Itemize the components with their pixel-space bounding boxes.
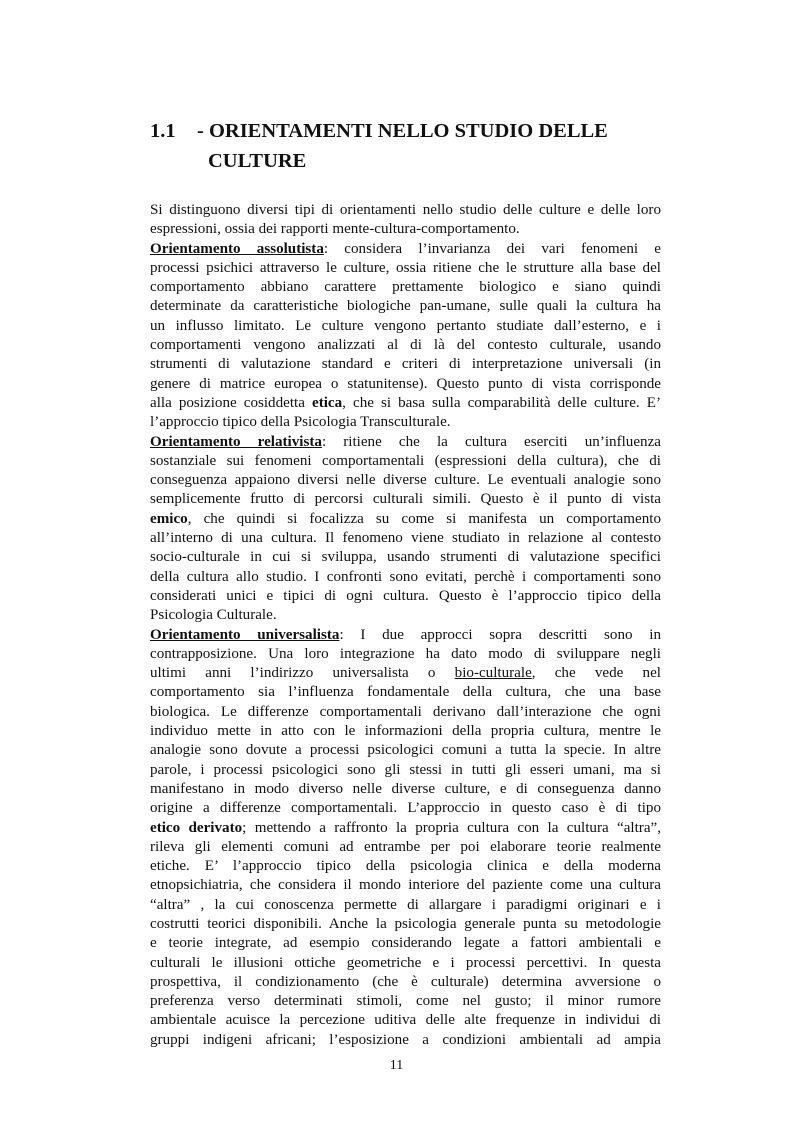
text-line <box>150 819 661 838</box>
text-line: culturali le illusioni ottiche geometriche e i processi percettivi. In questa <box>150 954 661 971</box>
text-line: etnopsichiatria, che considera il mondo interiore del paziente come una cultura <box>150 877 661 894</box>
text-line: parole, i processi psicologici sono gli stessi in tutti gli esseri umani, ma si <box>150 761 661 778</box>
text-line: comportamento abbiano carattere prettamente biologico e siano quindi <box>150 279 661 296</box>
term-assolutista: Orientamento assolutista <box>150 240 324 257</box>
text-line: preferenza verso determinati stimoli, come nel gusto; il minor rumore <box>150 993 661 1010</box>
text-line: l’approccio tipico della Psicologia Transculturale. <box>150 414 451 431</box>
term-etica: etica <box>312 394 343 411</box>
text-line: socio-culturale in cui si sviluppa, usando strumenti di valutazione specifici <box>150 549 661 566</box>
text-fragment: alla posizione cosiddetta <box>150 394 312 411</box>
text-line: espressioni, ossia dei rapporti mente-cultura-comportamento. <box>150 221 520 238</box>
text-line: etiche. E’ l’approccio tipico della psicologia clinica e della moderna <box>150 858 661 875</box>
page-number: 11 <box>389 1058 404 1073</box>
text-line: ambientale acuisce la percezione uditiva delle alte frequenze in individui di <box>150 1012 661 1029</box>
text-line: gruppi indigeni africani; l’esposizione a condizioni ambientali ad ampia <box>150 1031 661 1048</box>
text-line: all’interno di una cultura. Il fenomeno viene studiato in relazione al contesto <box>150 530 661 547</box>
text-fragment: : ritiene che la cultura eserciti un’influenza <box>321 433 661 450</box>
section-title-line: CULTURE <box>208 150 307 172</box>
term-etico-derivato: etico derivato <box>150 819 243 836</box>
paragraph-assolutista-first-line <box>150 240 661 259</box>
text-line: Psicologia Culturale. <box>150 607 277 624</box>
text-line <box>150 510 661 529</box>
text-line: analogie sono dovute a processi psicologici comuni a tutta la specie. In altre <box>150 742 661 759</box>
text-line: contrapposizione. Una loro integrazione ha dato modo di sviluppare negli <box>150 645 661 662</box>
text-fragment: ultimi anni l’indirizzo universalista o <box>150 665 455 682</box>
text-fragment: : considera l’invarianza dei vari fenomeni e <box>323 240 661 257</box>
term-relativista: Orientamento relativista <box>150 433 322 450</box>
paragraph-universalista-first-line <box>150 626 661 645</box>
text-line <box>150 664 661 683</box>
text-line: comportamento sia l’influenza fondamentale della cultura, che una base <box>150 684 661 701</box>
section-number: 1.1 <box>150 120 176 142</box>
text-line: individuo mette in atto con le informazioni della propria cultura, mentre le <box>150 723 661 740</box>
text-line: biologica. Le differenze comportamentali derivano dall’interazione che ogni <box>150 703 661 720</box>
body-text <box>150 201 661 1050</box>
text-line: prospettiva, il condizionamento (che è culturale) determina avversione o <box>150 973 661 990</box>
text-line: Si distinguono diversi tipi di orientamenti nello studio delle culture e delle loro <box>150 202 661 218</box>
text-line: processi psichici attraverso le culture, ossia ritiene che le strutture alla base del <box>150 259 661 276</box>
text-line: determinate da caratteristiche biologiche pan-umane, sulle quali la cultura ha <box>150 298 661 315</box>
text-line: e teorie integrate, ad esempio considerando legate a fattori ambientali e <box>150 935 661 952</box>
term-universalista: Orientamento universalista <box>150 626 340 643</box>
text-line: strumenti di valutazione standard e criteri di interpretazione universali (in <box>150 356 661 373</box>
text-fragment: : I due approcci sopra descritti sono in <box>339 626 661 643</box>
text-line: costrutti teorici disponibili. Anche la psicologia generale punta su metodologie <box>150 915 661 932</box>
text-line: della cultura allo studio. I confronti sono evitati, perchè i comportamenti sono <box>150 568 661 585</box>
text-line: conseguenza appaiono diversi nelle diverse culture. Le eventuali analogie sono <box>150 472 661 489</box>
text-line <box>150 394 661 413</box>
text-line: un influsso limitato. Le culture vengono pertanto studiate dall’esterno, e i <box>150 317 661 334</box>
text-line: comportamenti vengono analizzati al di là del contesto culturale, usando <box>150 337 661 354</box>
term-bio-culturale: bio-culturale <box>454 665 532 682</box>
text-line: sostanziale sui fenomeni comportamentali (espressioni della cultura), che di <box>150 452 661 469</box>
text-fragment: ; mettendo a raffronto la propria cultura con la cultura “altra”, <box>242 819 661 836</box>
text-fragment: , che vede nel <box>531 665 661 682</box>
section-title-line: - ORIENTAMENTI NELLO STUDIO DELLE <box>197 120 608 142</box>
text-fragment: , che quindi si focalizza su come si manifesta un comportamento <box>187 510 661 527</box>
term-emico: emico <box>150 510 188 527</box>
paragraph-relativista-first-line <box>150 433 661 452</box>
text-line: semplicemente frutto di percorsi culturali simili. Questo è il punto di vista <box>150 491 661 508</box>
section-title <box>197 116 657 176</box>
text-line: considerati unici e tipici di ogni cultura. Questo è l’approccio tipico della <box>150 587 661 604</box>
text-fragment: , che si basa sulla comparabilità delle culture. E’ <box>342 394 661 411</box>
text-line: rileva gli elementi comuni ad entrambe per poi elaborare teorie realmente <box>150 838 661 855</box>
text-line: genere di matrice europea o statunitense). Questo punto di vista corrisponde <box>150 375 661 392</box>
text-line: manifestano in modo diverso nelle diverse culture, e di conseguenza danno <box>150 780 661 797</box>
text-line: “altra” , la cui conoscenza permette di allargare i paradigmi originari e i <box>150 896 661 913</box>
text-line: origine a differenze comportamentali. L’approccio in questo caso è di tipo <box>150 800 661 817</box>
